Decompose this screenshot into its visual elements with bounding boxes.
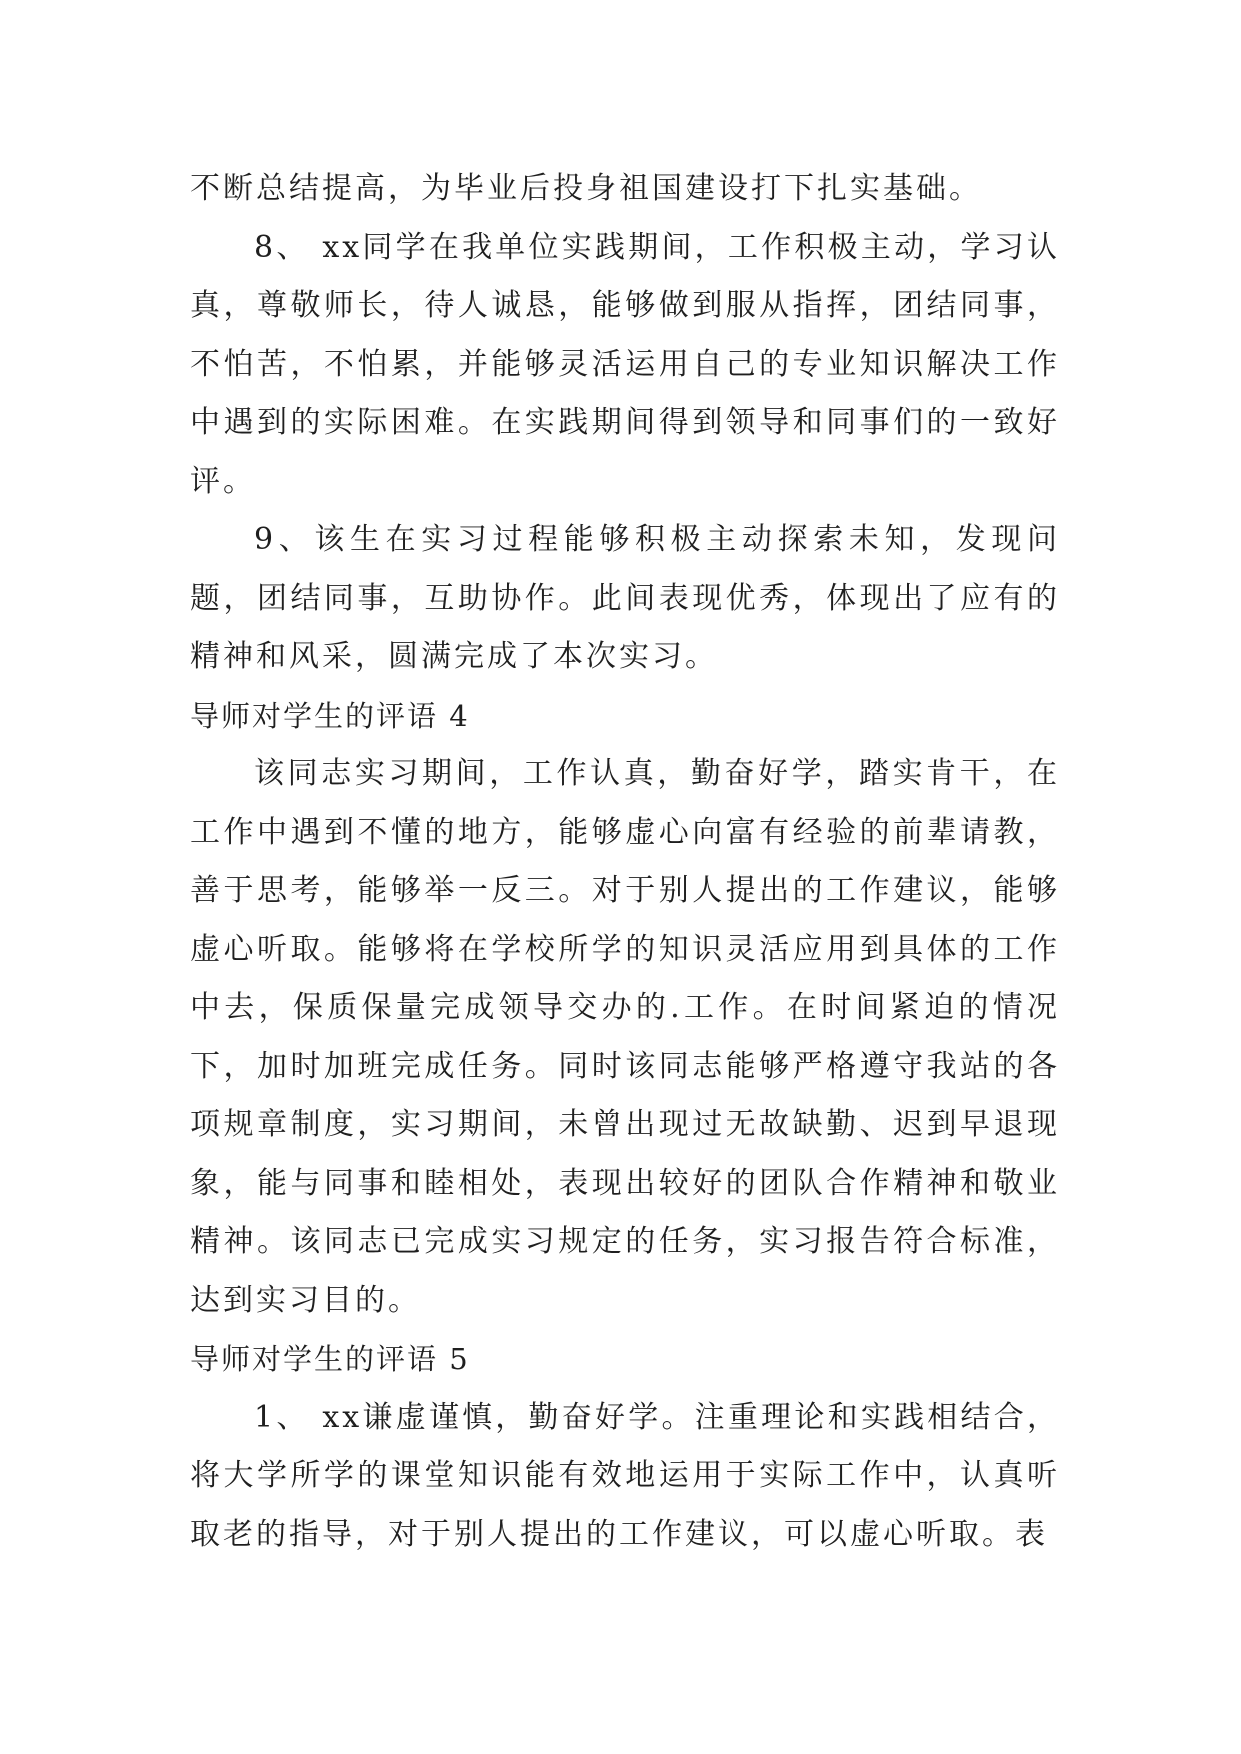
paragraph-item-9: 9、该生在实习过程能够积极主动探索未知，发现问题，团结同事，互助协作。此间表现优秀，体现出了应有的精神和风采，圆满完成了本次实习。 — [190, 522, 1060, 674]
paragraph-evaluation-4: 该同志实习期间，工作认真，勤奋好学，踏实肯干，在工作中遇到不懂的地方，能够虚心向富有经验的前辈请教，善于思考，能够举一反三。对于别人提出的工作建议，能够虚心听取。能够将在学校所学的知识灵活应用到具体的工作中去，保质保量完成领导交办的.工作。在时间紧迫的情况下，加时加班完成任务。同时该同志能够严格遵守我站的各项规章制度，实习期间，未曾出现过无故缺勤、迟到早退现象，能与同事和睦相处，表现出较好的团队合作精神和敬业精神。该同志已完成实习规定的任务，实习报告符合标准，达到实习目的。 — [190, 756, 1060, 1318]
section-heading-4: 导师对学生的评语 4 — [190, 698, 470, 733]
section-heading-5: 导师对学生的评语 5 — [190, 1342, 470, 1376]
document-body — [190, 160, 1060, 1564]
paragraph-item-8: 8、 xx同学在我单位实践期间，工作积极主动，学习认真，尊敬师长，待人诚恳，能够做到服从指挥，团结同事，不怕苦，不怕累，并能够灵活运用自己的专业知识解决工作中遇到的实际困难。在实践期间得到领导和同事们的一致好评。 — [190, 229, 1060, 499]
paragraph-continuation: 不断总结提高，为毕业后投身祖国建设打下扎实基础。 — [190, 171, 982, 206]
paragraph-item-1: 1、 xx谦虚谨慎，勤奋好学。注重理论和实践相结合，将大学所学的课堂知识能有效地运用于实际工作中，认真听取老的指导，对于别人提出的工作建议，可以虚心听取。表 — [190, 1399, 1060, 1552]
